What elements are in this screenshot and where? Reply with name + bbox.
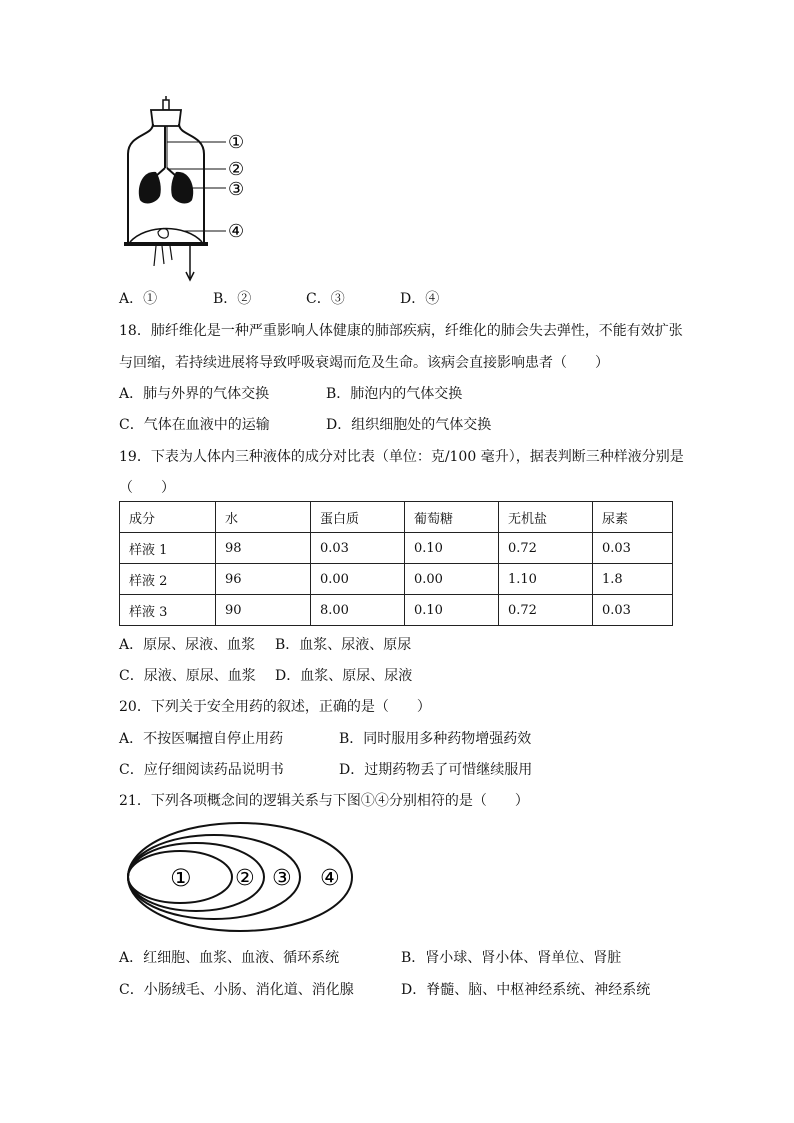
table-row [120, 564, 673, 595]
ellipse-label-1: ① [170, 864, 192, 892]
q21-option-d[interactable]: D．脊髓、脑、中枢神经系统、神经系统 [401, 982, 651, 998]
ellipse-label-2: ② [235, 866, 255, 891]
table-header-cell: 无机盐 [499, 502, 593, 533]
table-header-cell: 成分 [120, 502, 216, 533]
table-cell: 样液 1 [120, 533, 216, 564]
table-header-row [120, 502, 673, 533]
table-row [120, 595, 673, 626]
table-row [120, 533, 673, 564]
q21-option-b[interactable]: B．肾小球、肾小体、肾单位、肾脏 [401, 950, 622, 966]
table-cell: 0.10 [405, 533, 499, 564]
table-cell: 0.00 [405, 564, 499, 595]
q18-stem-line1: 18．肺纤维化是一种严重影响人体健康的肺部疾病，纤维化的肺会失去弹性，不能有效扩张 [119, 323, 683, 339]
q19-option-a[interactable]: A．原尿、尿液、血浆 [119, 637, 256, 653]
q19-stem-line2: （ ） [119, 480, 175, 496]
q20-option-c[interactable]: C．应仔细阅读药品说明书 [119, 762, 284, 778]
table-header-cell: 尿素 [593, 502, 673, 533]
table-cell: 0.03 [593, 595, 673, 626]
diagram-label-4: ④ [228, 221, 245, 242]
q18-option-b[interactable]: B．肺泡内的气体交换 [326, 386, 463, 402]
q20-option-b[interactable]: B．同时服用多种药物增强药效 [339, 731, 532, 747]
q21-stem: 21．下列各项概念间的逻辑关系与下图①④分别相符的是（ ） [119, 793, 529, 809]
table-cell: 0.72 [499, 533, 593, 564]
q19-option-d[interactable]: D．血浆、原尿、尿液 [275, 668, 413, 684]
bell-jar-lung-model-diagram [118, 96, 278, 286]
table-cell: 8.00 [311, 595, 405, 626]
q20-stem: 20．下列关于安全用药的叙述，正确的是（ ） [119, 699, 431, 715]
q18-option-d[interactable]: D．组织细胞处的气体交换 [326, 417, 492, 433]
q19-stem-line1: 19．下表为人体内三种液体的成分对比表（单位：克/100 毫升），据表判断三种样液分别是 [119, 449, 684, 465]
nested-ellipses-diagram [124, 818, 364, 936]
q19-composition-table [119, 501, 673, 626]
q17-option-c[interactable]: C．③ [306, 291, 345, 307]
q18-stem-line2: 与回缩，若持续进展将导致呼吸衰竭而危及生命。该病会直接影响患者（ ） [119, 355, 609, 371]
q18-option-c[interactable]: C．气体在血液中的运输 [119, 417, 270, 433]
table-header-cell: 葡萄糖 [405, 502, 499, 533]
q17-option-a[interactable]: A．① [119, 291, 158, 307]
table-cell: 样液 2 [120, 564, 216, 595]
table-cell: 96 [216, 564, 311, 595]
q19-option-c[interactable]: C．尿液、原尿、血浆 [119, 668, 256, 684]
diagram-label-3: ③ [228, 179, 245, 200]
q20-option-a[interactable]: A．不按医嘱擅自停止用药 [119, 731, 284, 747]
table-cell: 98 [216, 533, 311, 564]
q17-option-b[interactable]: B．② [213, 291, 252, 307]
q19-option-b[interactable]: B．血浆、尿液、原尿 [275, 637, 412, 653]
q20-option-d[interactable]: D．过期药物丢了可惜继续服用 [339, 762, 533, 778]
table-cell: 90 [216, 595, 311, 626]
table-cell: 0.10 [405, 595, 499, 626]
table-cell: 1.10 [499, 564, 593, 595]
q21-option-a[interactable]: A．红细胞、血浆、血液、循环系统 [119, 950, 340, 966]
table-cell: 0.72 [499, 595, 593, 626]
table-header-cell: 蛋白质 [311, 502, 405, 533]
q18-option-a[interactable]: A．肺与外界的气体交换 [119, 386, 270, 402]
diagram-label-1: ① [228, 132, 245, 153]
table-header-cell: 水 [216, 502, 311, 533]
table-cell: 0.00 [311, 564, 405, 595]
ellipse-label-3: ③ [272, 866, 292, 891]
table-cell: 1.8 [593, 564, 673, 595]
q21-option-c[interactable]: C．小肠绒毛、小肠、消化道、消化腺 [119, 982, 354, 998]
table-cell: 样液 3 [120, 595, 216, 626]
table-cell: 0.03 [593, 533, 673, 564]
diagram-label-2: ② [228, 159, 245, 180]
q17-option-d[interactable]: D．④ [400, 291, 440, 307]
ellipse-label-4: ④ [320, 866, 340, 891]
table-cell: 0.03 [311, 533, 405, 564]
